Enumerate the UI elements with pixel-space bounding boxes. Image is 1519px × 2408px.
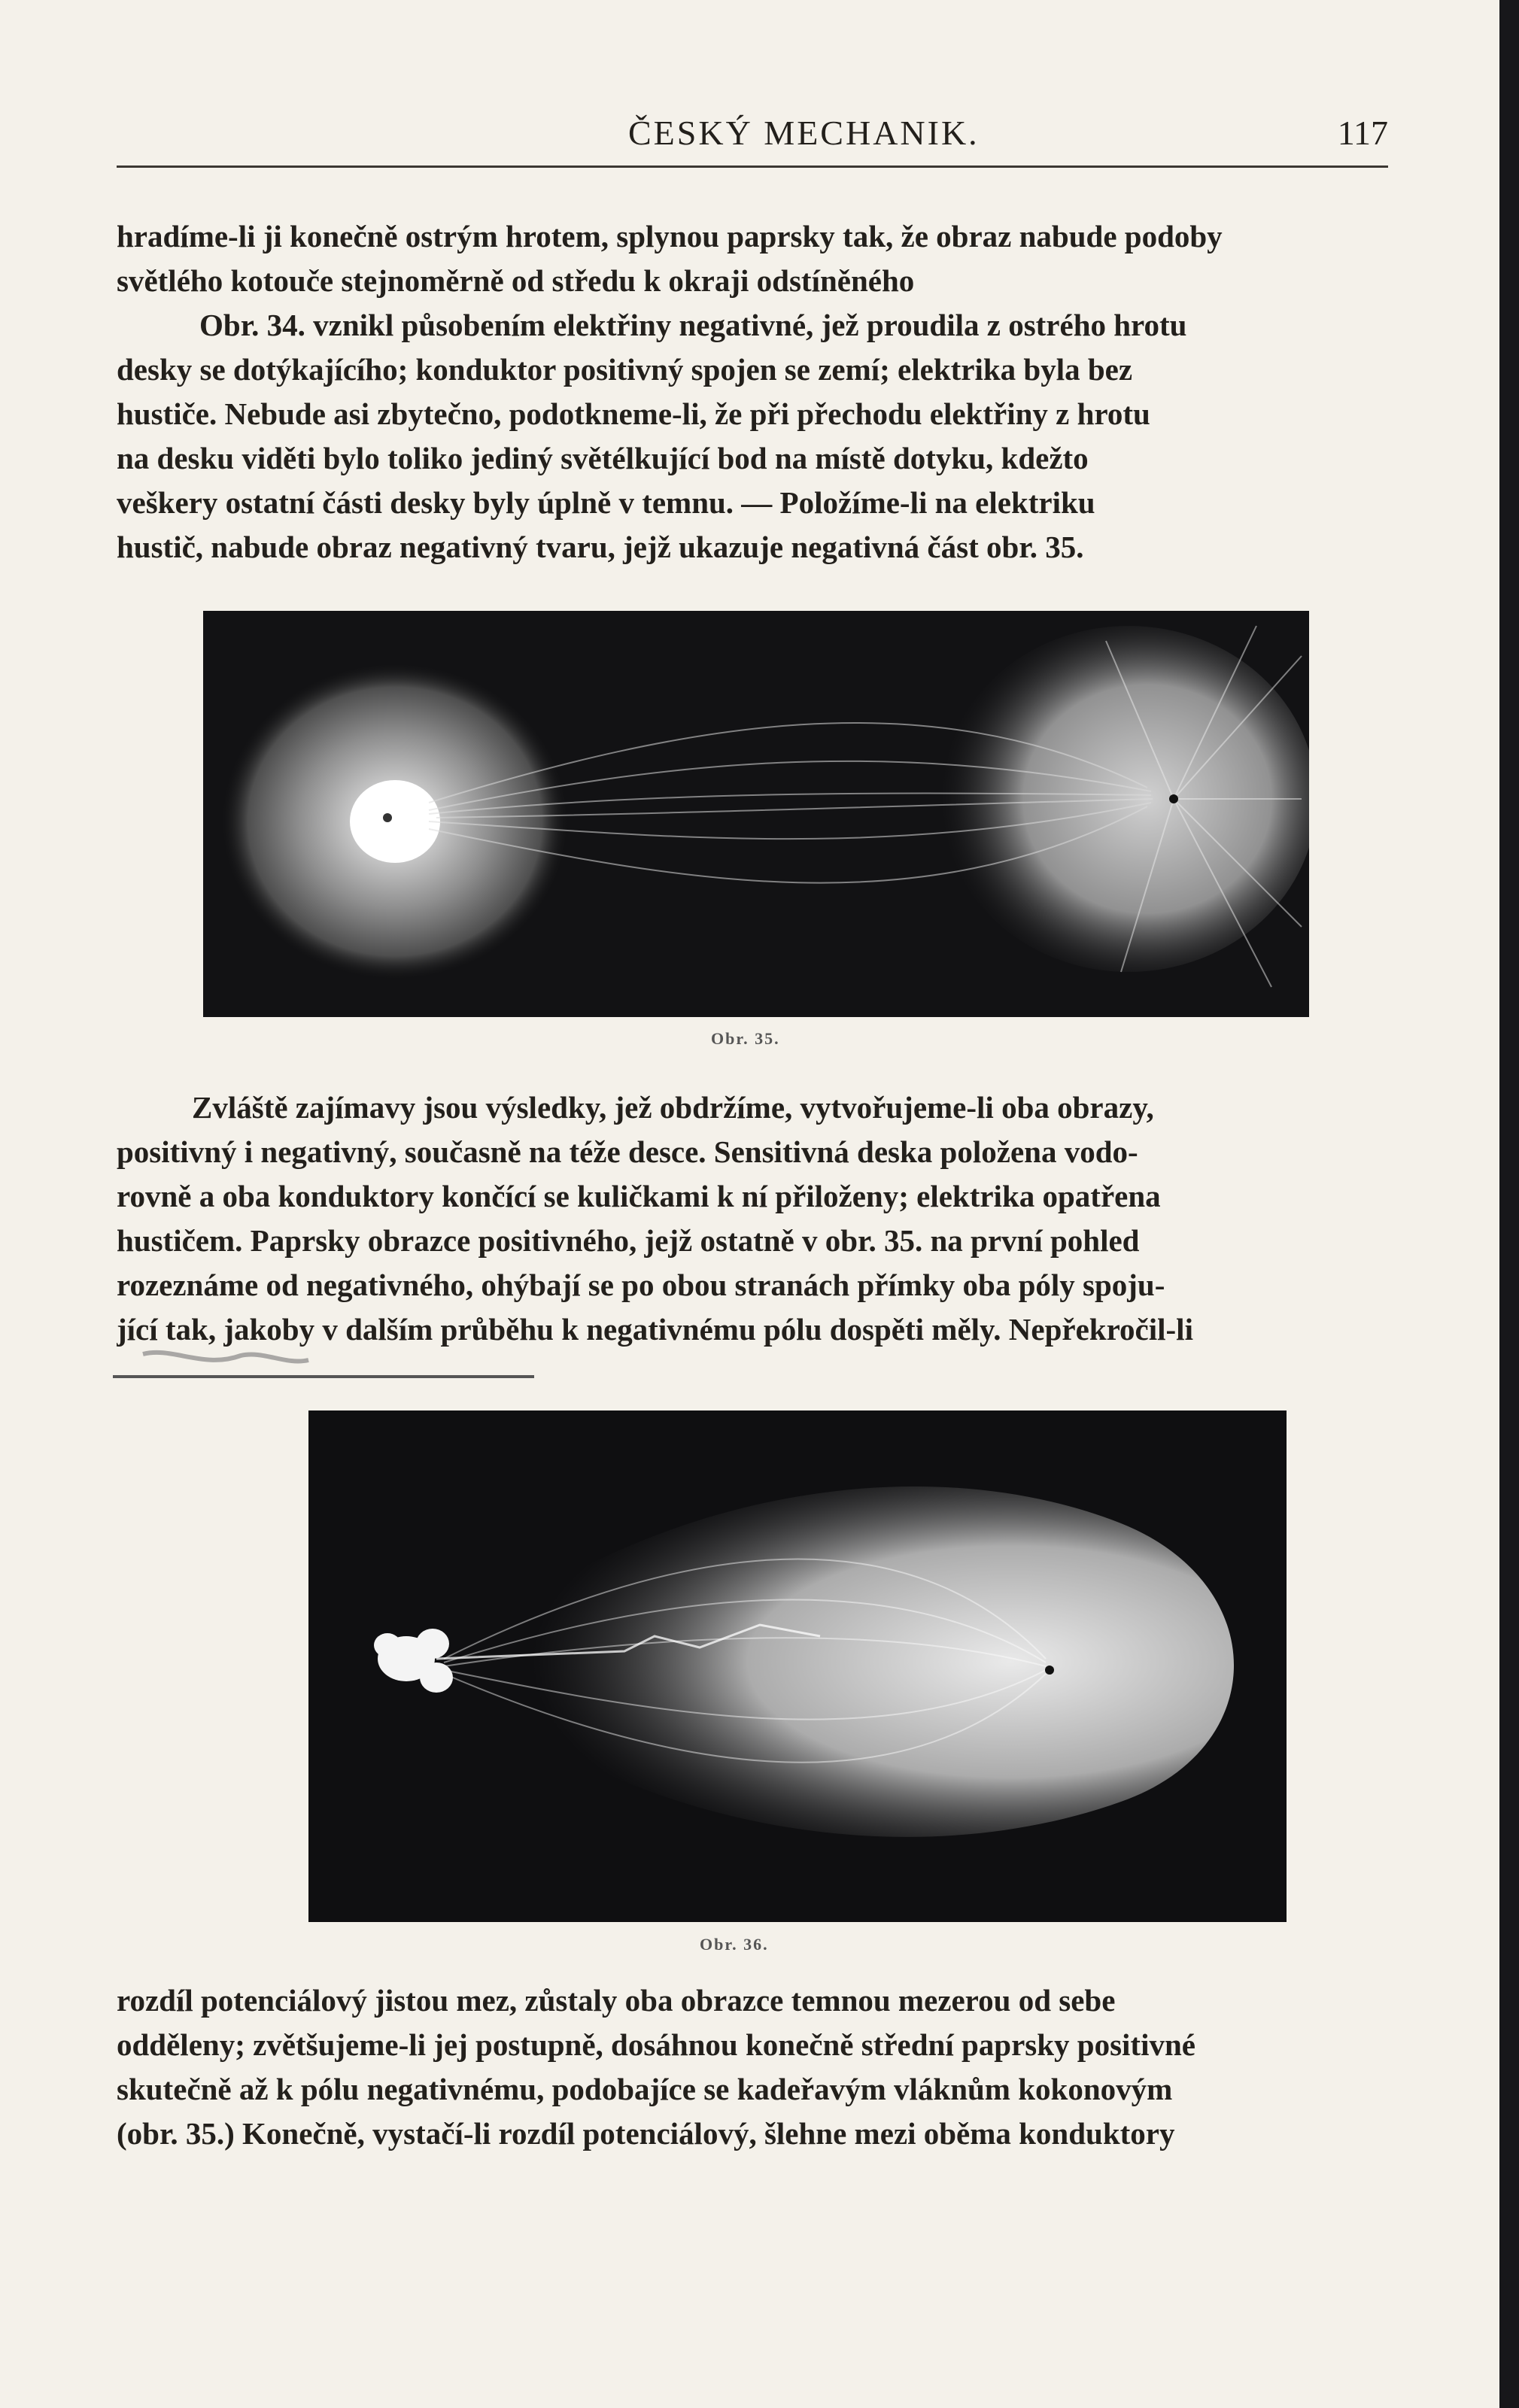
text-line: hradíme-li ji konečně ostrým hrotem, splynou paprsky tak, že obraz nabude podoby — [117, 219, 1223, 254]
text-line: Obr. 34. vznikl působením elektřiny negativné, jež proudila z ostrého hrotu — [199, 308, 1187, 342]
page-number: 117 — [1337, 114, 1388, 152]
text-line: rovně a oba konduktory končící se kuličkami k ní přiloženy; elektrika opatřena — [117, 1179, 1161, 1213]
text-line: rozdíl potenciálový jistou mez, zůstaly oba obrazce temnou mezerou od sebe — [117, 1983, 1116, 2018]
text-line: veškery ostatní části desky byly úplně v temnu. — Položíme-li na elektriku — [117, 485, 1095, 520]
text-line: skutečně až k pólu negativnému, podobajíce se kadeřavým vláknům kokonovým — [117, 2072, 1173, 2106]
spark-discharge-figure — [308, 1410, 1287, 1922]
figure-36-caption: Obr. 36. — [700, 1935, 769, 1954]
lichtenberg-figure-positive-negative — [203, 611, 1309, 1017]
paragraph-2 — [117, 1086, 1388, 1352]
scan-dark-edge — [1499, 0, 1519, 2408]
text-line: odděleny; zvětšujeme-li jej postupně, dosáhnou konečně střední paprsky positivné — [117, 2027, 1195, 2062]
paragraph-1 — [117, 214, 1388, 569]
text-line: světlého kotouče stejnoměrně od středu k okraji odstíněného — [117, 263, 915, 298]
text-line: desky se dotýkajícího; konduktor positivný spojen se zemí; elektrika byla bez — [117, 352, 1133, 387]
figure-35-image — [203, 611, 1309, 1017]
figure-35-caption: Obr. 35. — [711, 1029, 780, 1048]
text-line: jící tak, jakoby v dalším průběhu k negativnému pólu dospěti měly. Nepřekročil-li — [117, 1312, 1193, 1347]
ink-smudge — [113, 1347, 534, 1384]
text-line: hustičem. Paprsky obrazce positivného, jejž ostatně v obr. 35. na první pohled — [117, 1223, 1140, 1258]
text-line: hustič, nabude obraz negativný tvaru, jejž ukazuje negativná část obr. 35. — [117, 530, 1084, 564]
text-line: (obr. 35.) Konečně, vystačí-li rozdíl potenciálový, šlehne mezi oběma konduktory — [117, 2116, 1175, 2151]
running-title: ČESKÝ MECHANIK. — [628, 114, 980, 152]
paragraph-3 — [117, 1978, 1388, 2156]
text-line: positivný i negativný, současně na téže desce. Sensitivná deska položena vodo- — [117, 1134, 1138, 1169]
text-line: rozeznáme od negativného, ohýbají se po obou stranách přímky oba póly spoju- — [117, 1268, 1165, 1302]
figure-36-image — [308, 1410, 1287, 1922]
header-rule — [117, 165, 1388, 168]
running-header — [117, 113, 1388, 165]
text-line: na desku viděti bylo toliko jediný světélkující bod na místě dotyku, kdežto — [117, 441, 1089, 475]
text-line: Zvláště zajímavy jsou výsledky, jež obdržíme, vytvořujeme-li oba obrazy, — [192, 1090, 1154, 1125]
text-line: hustiče. Nebude asi zbytečno, podotkneme-li, že při přechodu elektřiny z hrotu — [117, 396, 1150, 431]
